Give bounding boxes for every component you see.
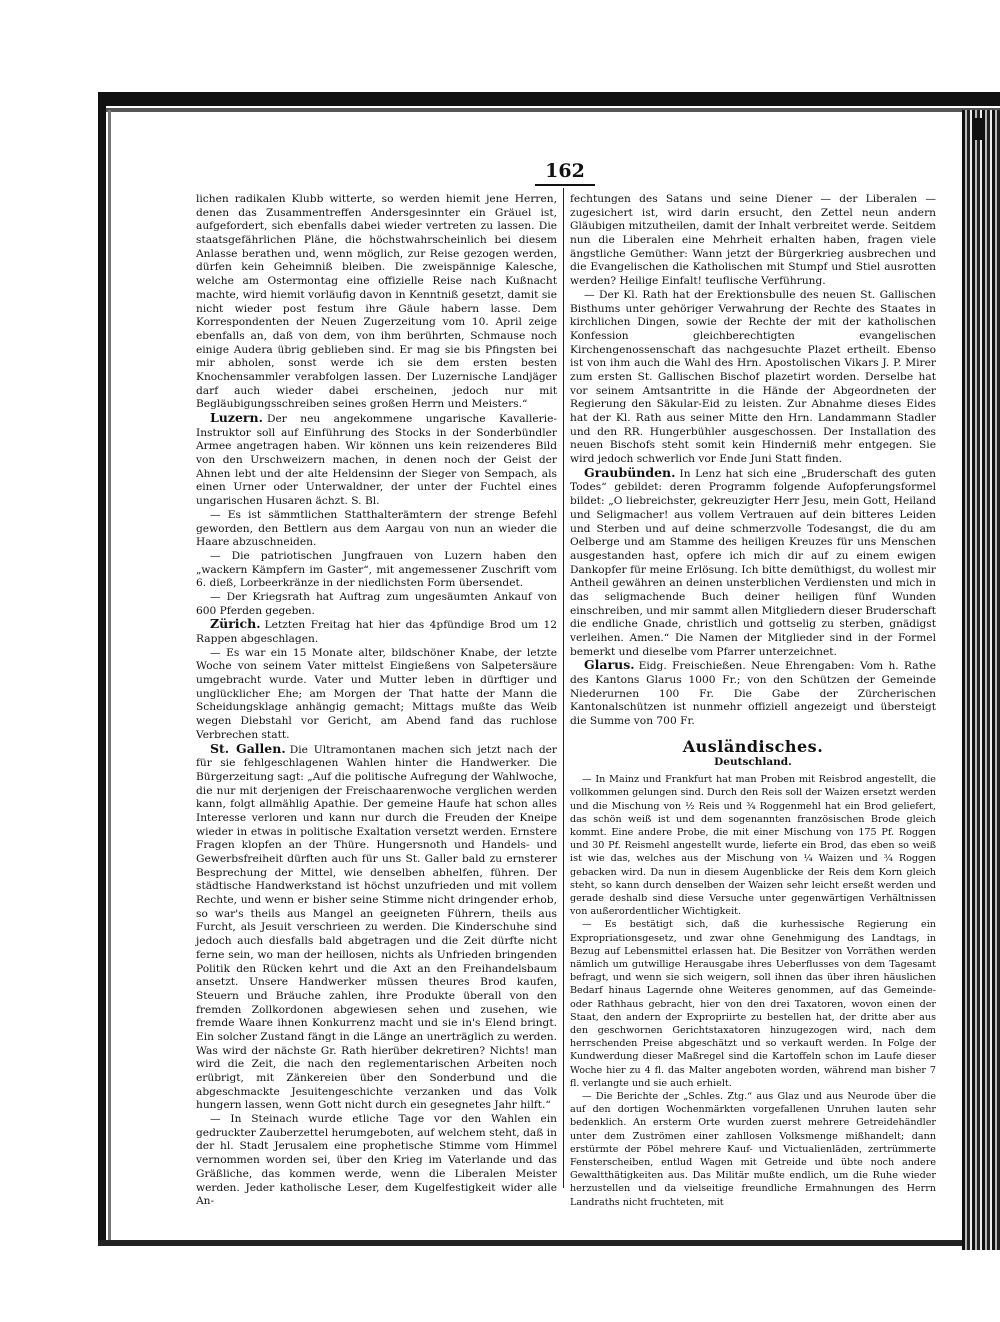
paragraph-glarus bbox=[570, 658, 936, 727]
paragraph-knabe: — Es war ein 15 Monate alter, bildschöner Knabe, der letzte Woche von seinem Vater mittelst Eingießens von Salpetersäure umgebracht wurde. Vater und Mutter leben in dürftiger und unglücklicher Ehe; am Morgen der That hatte der Mann die Scheidungsklage anhängig gemacht; Mittags mußte das Weib wegen Diebstahl vor Gericht, am Abend fand das ruchlose Verbrechen statt. bbox=[196, 645, 557, 741]
paragraph-luzern bbox=[196, 411, 557, 508]
paragraph-continuation: fechtungen des Satans und seine Diener — der Liberalen — zugesichert ist, wird darin ersucht, den Zettel neun andern Gläubigen mitzutheilen, damit der Inhalt verbreitet werde. Seitdem nun die Liberalen eine Mehrheit erhalten haben, fragen viele ängstliche Gemüther: Wann jetzt der Bürgerkrieg ausbrechen und die Evangelischen die Katholischen mit Stumpf und Stiel ausrotten werden? Heilige Einfalt! teuflische Verführung. bbox=[570, 192, 936, 288]
paragraph-kurhessen: — Es bestätigt sich, daß die kurhessische Regierung ein Expropriationsgesetz, und zwar ohne Genehmigung des Landtags, in Bezug auf Lebensmittel erlassen hat. Die Besitzer von Vorräthen werden nämlich um gutwillige Herausgabe ihres Ueberflusses von dem Tagesamt befragt, und wenn sie sich weigern, soll ihnen das über ihren häuslichen Bedarf hinaus Lagernde ohne Weiteres genommen, auf das Gemeinde- oder Rathhaus gebracht, hier von den drei Taxatoren, wovon einen der Staat, den andern der Expropriirte zu bestellen hat, der dritte aber aus den geschwornen Gerichtstaxatoren hinzugezogen wird, nach dem herrschenden Preise abgeschätzt und so verkauft werden. In Folge der Kundwerdung dieser Maßregel sind die Kartoffeln schon im Laufe dieser Woche hier zu 4 fl. das Malter angeboten worden, während man bisher 7 fl. verlangte und sie auch erhielt. bbox=[570, 919, 936, 1089]
column-divider bbox=[563, 188, 564, 1188]
right-column bbox=[570, 192, 936, 1209]
dateline-stgallen: St. Gallen. bbox=[210, 740, 286, 756]
foreign-news-block bbox=[570, 773, 936, 1209]
dateline-graubuenden: Graubünden. bbox=[584, 464, 676, 480]
paragraph-steinach: — In Steinach wurde etliche Tage vor den Wahlen ein gedruckter Zauberzettel herumgeboten, auf welchem steht, daß in der hl. Stadt Jerusalem eine prophetische Stimme vom Himmel vernommen worden sei, über den Krieg im Vaterlande und das Gräßliche, das kommen werde, wenn die Liberalen Meister werden. Jeder katholische Leser, dem Kugelfestigkeit wider alle An- bbox=[196, 1112, 557, 1208]
book-edge-top bbox=[98, 92, 1000, 106]
paragraph-mainz: — In Mainz und Frankfurt hat man Proben mit Reisbrod angestellt, die vollkommen gelungen sind. Durch den Reis soll der Waizen ersetzt werden und die Mischung von ½ Reis und ¾ Roggenmehl hat ein Brod geliefert, das schön weiß ist und dem sogenannten französischen Brode gleich kommt. Eine andere Probe, die mit einer Mischung von 175 Pf. Roggen und 30 Pf. Reismehl angestellt wurde, lieferte ein Brod, das eben so weiß ist wie das, welches aus der Mischung von ¼ Waizen und ¾ Roggen gebacken wird. Da nun in diesem Augenblicke der Reis dem Korn gleich steht, so kann durch denselben der Waizen sehr leicht erseßt werden und gerade deshalb sind diese Versuche unter gegenwärtigen Verhältnissen von außerordentlicher Wichtigkeit. bbox=[570, 774, 936, 918]
page-stack-edge bbox=[962, 110, 1000, 1250]
paragraph-statthalter: — Es ist sämmtlichen Statthalterämtern der strenge Befehl geworden, den Bettlern aus dem Aargau von nun an wieder die Haare abzuschneiden. bbox=[196, 507, 557, 549]
dateline-glarus: Glarus. bbox=[584, 657, 635, 673]
dateline-zuerich: Zürich. bbox=[210, 616, 261, 632]
paragraph-zuerich bbox=[196, 617, 557, 645]
paragraph-stgallen-text: Die Ultramontanen machen sich jetzt nach der für sie fehlgeschlagenen Wahlen hinter die Handwerker. Die Bürgerzeitung sagt: „Auf die politische Aufregung der Wahlwoche, die nur mit derjenigen der Freischaarenwoche verglichen werden kann, folgt allmählig Apathie. Der gemeine Haufe hat schon alles Interesse verloren und kann nur durch die Freuden der Kneipe wieder in etwas in politische Exaltation versetzt werden. Ernstere Fragen klopfen an der Thüre. Hungersnoth und Handels- und Gewerbsfreiheit dürften auch für uns St. Galler bald zu ernsterer Besprechung der Mittel, wie denselben abhelfen, führen. Der städtische Handwerkstand ist höchst unzufrieden und mit vollem Rechte, und wenn er bisher seine Stimme nicht dringender erhob, so war's theils aus Mangel an geeigneten Führern, theils aus Furcht, als Jesuit verschrieen zu werden. Die Kinderschuhe sind jedoch auch diesfalls bald abgetragen und die Zeit dürfte nicht ferne sein, wo man der heillosen, nichts als Unfrieden bringenden Politik den Rücken kehrt und die Axt an den Freihandelsbaum ansetzt. Unsere Handwerker müssen theures Brod kaufen, Steuern und Bräuche zahlen, ihre Produkte überall von den fremden Zollkordonen abgewiesen sehen und zusehen, wie fremde Waare ihnen Konkurrenz macht und sie in's Elend bringt. Ein solcher Zustand fängt in die Länge an unerträglich zu werden. Was wird der nächste Gr. Rath hierüber dekretiren? Nichts! man wird die Zeit, die nach den reglementarischen Arbeiten noch erübrigt, mit Zänkereien über den Sonderbund und die abgeschmackte Jesuitengeschichte verzanken und das Volk hungern lassen, wenn Gott nicht durch ein gesegnetes Jahr hilft.“ bbox=[196, 742, 557, 1112]
page-tab-marker bbox=[972, 118, 984, 140]
book-edge-bottom bbox=[98, 1240, 978, 1246]
paragraph-graubuenden bbox=[570, 466, 936, 659]
book-spine-shadow bbox=[108, 110, 111, 1240]
paragraph-glarus-text: Eidg. Freischießen. Neue Ehrengaben: Vom h. Rathe des Kantons Glarus 1000 Fr.; von den Schützen der Gemeinde Niederurnen 100 Fr. Die Gabe der Zürcherischen Kantonalschützen ist nunmehr offiziell angezeigt und übersteigt die Summe von 700 Fr. bbox=[570, 659, 936, 728]
section-title-foreign: Ausländisches. bbox=[682, 736, 824, 756]
dateline-luzern: Luzern. bbox=[210, 410, 263, 425]
paragraph-rath: — Der Kl. Rath hat der Erektionsbulle des neuen St. Gallischen Bisthums unter gehöriger Verwahrung der Rechte des Staates in kirchlichen Dingen, sowie der Rechte der mit der katholischen Konfession gleichberechtigten evangelischen Kirchengenossenschaft das nachgesuchte Plazet ertheilt. Ebenso ist von ihm auch die Wahl des Hrn. Apostolischen Vikars J. P. Mirer zum ersten St. Gallischen Bischof plazetirt worden. Derselbe hat vor seinem Amtsantritte in die Hände der Abgeordneten der Regierung den Säkular-Eid zu leisten. Zur Abnahme dieses Eides hat der Kl. Rath aus seiner Mitte den Hrn. Landammann Stadler und den RR. Hungerbühler ausgeschossen. Der Installation des neuen Bischofs steht somit kein Hinderniß mehr entgegen. Sie wird jedoch schwerlich vor Ende Juni Statt finden. bbox=[570, 287, 936, 466]
book-spine-edge bbox=[98, 96, 106, 1246]
left-column bbox=[196, 192, 557, 1208]
paragraph-kriegsrath: — Der Kriegsrath hat Auftrag zum ungesäumten Ankauf von 600 Pferden gegeben. bbox=[196, 589, 557, 617]
paragraph-jungfrauen: — Die patriotischen Jungfrauen von Luzern haben den „wackern Kämpfern im Gaster“, mit angemessener Zuschrift vom 6. dieß, Lorbeerkränze in der niedlichsten Form übersendet. bbox=[196, 548, 557, 590]
book-edge-shadow bbox=[98, 108, 1000, 112]
paragraph-schlesien: — Die Berichte der „Schles. Ztg.“ aus Glaz und aus Neurode über die auf den dortigen Wochenmärkten vorgefallenen Unruhen lauten sehr bedenklich. An ersterm Orte wurden zuerst mehrere Getreidehändler unter dem Zuströmen einer zahllosen Volksmenge mißhandelt; dann erstürmte der Pöbel mehrere Kauf- und Victualienläden, zertrümmerte Fensterscheiben, entlud Wagen mit Getreide und übte noch andere Gewaltthätigkeiten aus. Das Militär mußte endlich, um die Ruhe wieder herzustellen und da vielseitige freundliche Ermahnungen des Herrn Landraths nicht fruchteten, mit bbox=[570, 1091, 936, 1208]
paragraph-luzern-text: Der neu angekommene ungarische Kavallerie-Instruktor soll auf Einführung des Stocks in der Sonderbündler Armee angetragen haben. Wir können uns kein reizenderes Bild von den Urschweizern machen, in denen noch der Geist der Ahnen lebt und der alte Heldensinn der Sieger von Sempach, als einen Urner oder Unterwaldner, der unter der Fuchtel eines ungarischen Husaren ächzt. S. Bl. bbox=[196, 412, 557, 508]
page-number: 162 bbox=[535, 160, 595, 186]
section-subtitle-germany: Deutschland. bbox=[714, 755, 792, 768]
paragraph-stgallen bbox=[196, 742, 557, 1113]
paragraph-zuerich-text: Letzten Freitag hat hier das 4pfündige Brod um 12 Rappen abgeschlagen. bbox=[196, 618, 557, 645]
paragraph-intro: lichen radikalen Klubb witterte, so werden hiemit jene Herren, denen das Zusammentreffen Andersgesinnter ein Gräuel ist, aufgefordert, sich ebenfalls dabei wieder vertreten zu lassen. Die staatsgefährlichen Pläne, die höchstwahrscheinlich bei diesem Anlasse berathen und, wenn möglich, zur Reise gezogen werden, dürfen kein Geheimniß bleiben. Die zweispännige Kalesche, welche am Ostermontag eine offizielle Reise nach Kußnacht machte, wird hiemit vorläufig davon in Kenntniß gesetzt, damit sie nicht wieder post festum ihre Gäule habern lasse. Dem Korrespondenten der Neuen Zugerzeitung vom 10. April zeige ebenfalls an, daß von dem, von ihm berührten, Schmause noch einige Audera übrig geblieben sind. Er mag sie bis Pfingsten bei mir abholen, sonst werde ich sie dem ersten besten Knochensammler verabfolgen lassen. Der Luzernische Landjäger darf auch wieder dabei erscheinen, jedoch nur mit Begläubigungsschreiben seines großen Herrn und Meisters.“ bbox=[196, 192, 557, 411]
paragraph-graubuenden-text: In Lenz hat sich eine „Bruderschaft des guten Todes“ gebildet: deren Programm folgende Aufopferungsformel bildet: „O liebreichster, gekreuzigter Herr Jesu, mein Gott, Heiland und Seligmacher! aus vollem Vertrauen auf dein bitteres Leiden und Sterben und auf deine schmerzvolle Todesangst, die du am Oelberge und am Stamme des heiligen Kreuzes für uns Menschen ausgestanden hast, opfere ich mich dir auf zu einem ewigen Dankopfer für meine Erlösung. Ich bitte demüthigst, du wollest mir Antheil gewähren an deinen unsterblichen Verdiensten und mich in das seligmachende Buch deiner heiligen fünf Wunden einschreiben, und mir sammt allen Mitgliedern dieser Bruderschaft die endliche Gnade, christlich und gottselig zu sterben, gnädigst verleihen. Amen.“ Die Namen der Mitglieder sind in der Formel bemerkt und dieselbe vom Pfarrer unterzeichnet. bbox=[570, 466, 936, 658]
scan-background-top bbox=[0, 0, 1000, 96]
